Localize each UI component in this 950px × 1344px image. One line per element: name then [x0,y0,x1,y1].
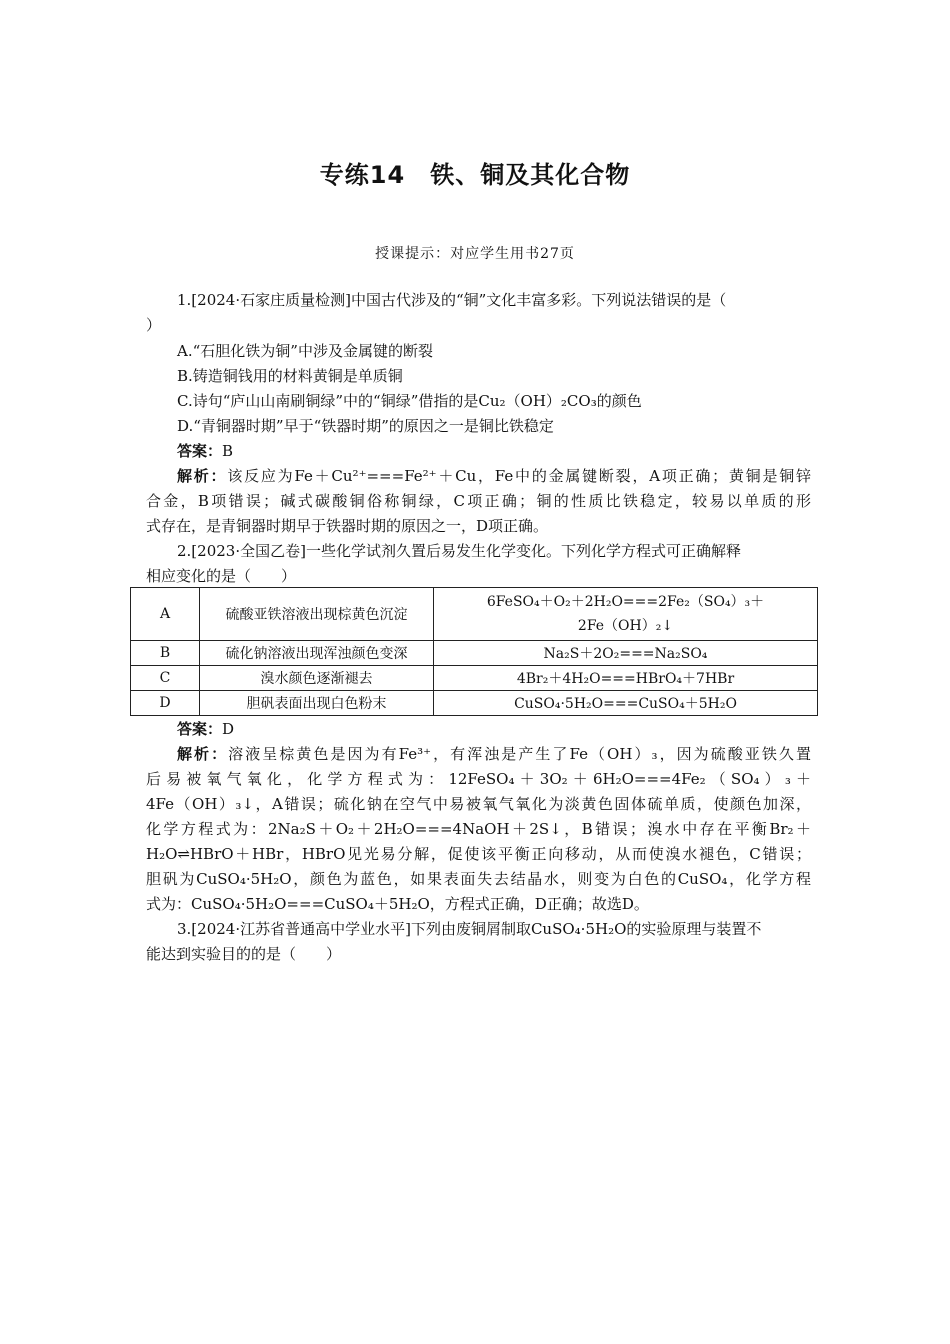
q2-analysis-line2: 后易被氧气氧化，化学方程式为：12FeSO₄＋3O₂＋6H₂O===4Fe₂（SO₄）₃＋ [146,770,811,788]
answer-value: B [222,442,234,460]
option-equation: Na₂S＋2O₂===Na₂SO₄ [434,641,818,666]
q2-analysis-line5: H₂O⇌HBrO＋HBr，HBrO见光易分解，促使该平衡正向移动，从而使溴水褪色，C错误； [146,845,811,863]
q2-stem-line2: 相应变化的是（ ） [146,567,297,585]
q2-answer [177,717,811,741]
q2-stem-line1: 2.[2023·全国乙卷]一些化学试剂久置后易发生化学变化。下列化学方程式可正确解释 [177,542,741,560]
q2-analysis-line1 [177,742,811,766]
table-row [131,588,818,641]
option-description: 溴水颜色逐渐褪去 [200,666,434,691]
q1-option-c: C.诗句“庐山山南刷铜绿”中的“铜绿”借指的是Cu₂（OH）₂CO₃的颜色 [177,392,642,410]
option-description: 硫化钠溶液出现浑浊颜色变深 [200,641,434,666]
q1-analysis-line2: 合金，B项错误；碱式碳酸铜俗称铜绿，C项正确；铜的性质比铁稳定，较易以单质的形 [146,492,811,510]
q2-options-table [130,587,818,716]
option-letter: B [131,641,200,666]
q3-stem-line1: 3.[2024·江苏省普通高中学业水平]下列由废铜屑制取CuSO₄·5H₂O的实验原理与装置不 [177,920,762,938]
analysis-label: 解析： [177,467,228,485]
option-letter: A [131,588,200,641]
q1-analysis-line1 [177,464,811,488]
q2-analysis-line6: 胆矾为CuSO₄·5H₂O，颜色为蓝色，如果表面失去结晶水，则变为白色的CuSO₄，化学方程 [146,870,811,888]
table-row [131,641,818,666]
q2-analysis-line4: 化学方程式为：2Na₂S＋O₂＋2H₂O===4NaOH＋2S↓，B错误；溴水中存在平衡Br₂＋ [146,820,811,838]
answer-label: 答案： [177,442,223,460]
option-description: 胆矾表面出现白色粉末 [200,691,434,716]
q1-stem-line2: ） [146,316,162,334]
page-title: 专练14 铁、铜及其化合物 [319,161,631,189]
q1-option-b: B.铸造铜钱用的材料黄铜是单质铜 [177,367,403,385]
answer-value: D [222,720,235,738]
q2-analysis-line3: 4Fe（OH）₃↓，A错误；硫化钠在空气中易被氧气氧化为淡黄色固体硫单质，使颜色加深， [146,795,811,813]
equation-line2: 2Fe（OH）₂↓ [577,618,674,634]
table-row [131,666,818,691]
option-letter: D [131,691,200,716]
analysis-text: 该反应为Fe＋Cu²⁺===Fe²⁺＋Cu，Fe中的金属键断裂，A项正确；黄铜是铜锌 [227,467,811,485]
option-letter: C [131,666,200,691]
option-equation: CuSO₄·5H₂O===CuSO₄＋5H₂O [434,691,818,716]
analysis-text: 溶液呈棕黄色是因为有Fe³⁺，有浑浊是产生了Fe（OH）₃，因为硫酸亚铁久置 [228,745,811,763]
q1-answer [177,439,811,463]
analysis-label: 解析： [177,745,229,763]
q1-analysis-line3: 式存在，是青铜器时期早于铁器时期的原因之一，D项正确。 [146,517,549,535]
option-description: 硫酸亚铁溶液出现棕黄色沉淀 [200,588,434,641]
q2-analysis-line7: 式为：CuSO₄·5H₂O===CuSO₄＋5H₂O，方程式正确，D正确；故选D。 [146,895,649,913]
answer-label: 答案： [177,720,223,738]
q1-option-a: A.“石胆化铁为铜”中涉及金属键的断裂 [177,342,433,360]
equation-line1: 6FeSO₄＋O₂＋2H₂O===2Fe₂（SO₄）₃＋ [486,594,765,610]
option-equation: 4Br₂＋4H₂O===HBrO₄＋7HBr [434,666,818,691]
q3-stem-line2: 能达到实验目的的是（ ） [146,945,342,963]
q1-option-d: D.“青铜器时期”早于“铁器时期”的原因之一是铜比铁稳定 [177,417,554,435]
lesson-hint: 授课提示：对应学生用书27页 [375,246,575,262]
q1-stem-line1: 1.[2024·石家庄质量检测]中国古代涉及的“铜”文化丰富多彩。下列说法错误的是（ [177,291,727,309]
table-row [131,691,818,716]
option-equation [434,588,818,641]
